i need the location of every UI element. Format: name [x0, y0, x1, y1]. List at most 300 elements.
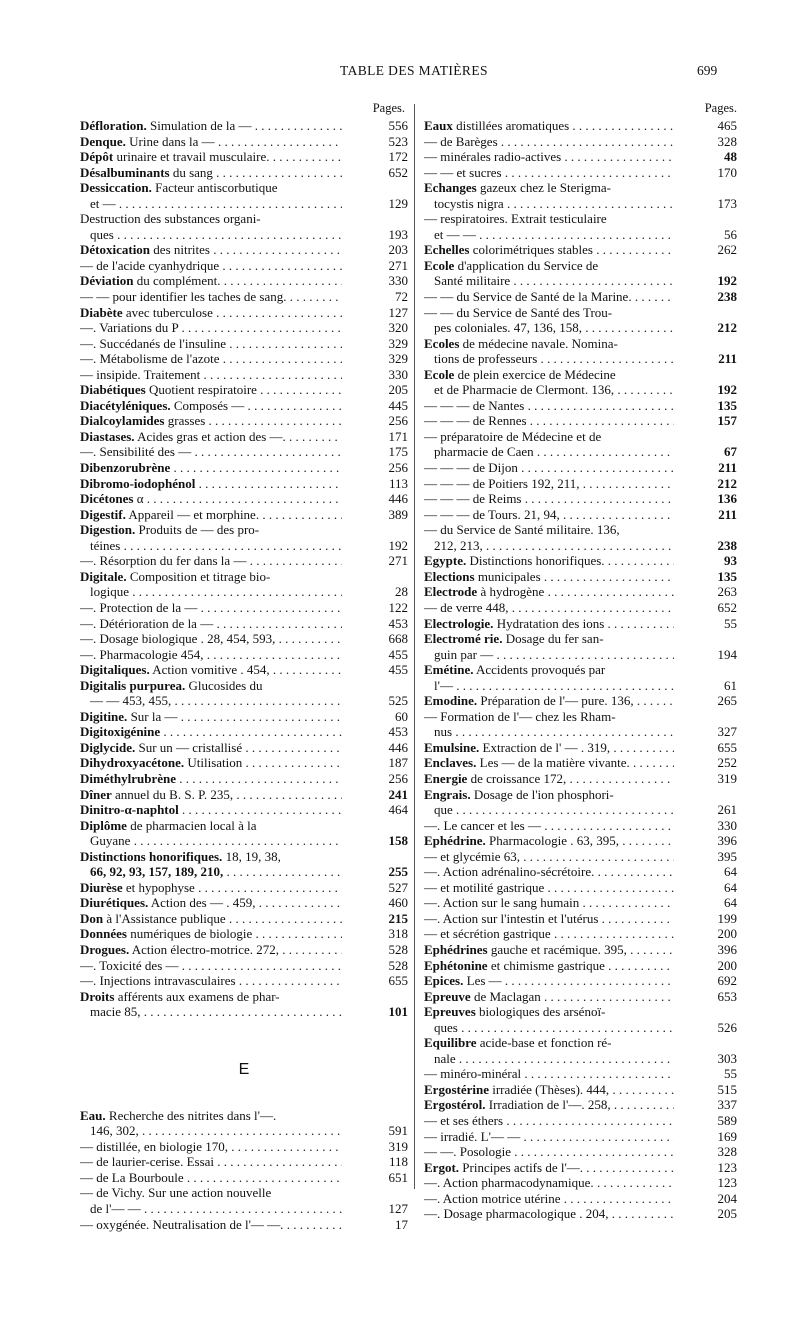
entry-text: [424, 802, 674, 818]
entry-text: [424, 351, 674, 367]
index-entry: [80, 398, 408, 414]
entry-heading: Equilibre: [424, 1035, 477, 1051]
entry-heading: Diacétyléniques.: [80, 397, 171, 413]
entry-heading: Diabétiques: [80, 382, 146, 398]
entry-page: 192: [385, 538, 409, 554]
entry-description: — — — de Nantes: [424, 397, 525, 413]
entry-heading: Drogues.: [80, 941, 130, 957]
entry-text: [424, 647, 674, 663]
index-entry: [424, 538, 737, 554]
entry-heading: Ergostérol.: [424, 1097, 486, 1113]
entry-page: 199: [714, 911, 738, 927]
entry-description: 212, 213,: [434, 537, 483, 553]
index-entry: [80, 258, 408, 274]
entry-text: [80, 367, 342, 383]
entry-heading: Dîner: [80, 786, 112, 802]
entry-description: — de verre 448,: [424, 599, 509, 615]
index-entry: [80, 833, 408, 849]
index-entry: [424, 336, 737, 352]
index-entry: [424, 631, 737, 647]
index-entry: [424, 134, 737, 150]
entry-text: [424, 1082, 674, 1098]
entry-text: [80, 833, 342, 849]
entry-text: [80, 522, 342, 538]
entry-heading: Epreuves: [424, 1004, 476, 1020]
entry-text: [424, 911, 674, 927]
index-entry: [424, 755, 737, 771]
entry-description: Composés — .: [170, 397, 251, 413]
entry-heading: Digestif.: [80, 506, 126, 522]
entry-description: avec tuberculose: [122, 304, 213, 320]
entry-text: [424, 942, 674, 958]
entry-text: [80, 709, 342, 725]
entry-text: [424, 740, 674, 756]
entry-description: Recherche des nitrites dans l'—.: [105, 1107, 277, 1123]
entry-page: 187: [385, 755, 409, 771]
entry-page: 238: [714, 289, 738, 305]
entry-page: 527: [385, 880, 409, 896]
entry-text: [80, 491, 342, 507]
entry-text: [424, 553, 674, 569]
index-entry: [424, 320, 737, 336]
index-entry: [80, 242, 408, 258]
entry-text: [424, 149, 674, 165]
entry-page: 692: [714, 973, 738, 989]
entries-d: [80, 118, 408, 1020]
entry-description: nale: [434, 1050, 456, 1066]
index-entry: [424, 398, 737, 414]
index-entry: [424, 305, 737, 321]
entry-text: [80, 320, 342, 336]
entry-text: [424, 1066, 674, 1082]
entry-text: [424, 1004, 674, 1020]
entry-description: Action des — . 459,: [148, 895, 256, 911]
entry-text: [80, 1108, 342, 1124]
entry-page: 455: [385, 647, 409, 663]
entry-text: [424, 336, 674, 352]
index-entry: [424, 507, 737, 523]
entry-text: [80, 429, 342, 445]
entry-description: — du Service de Santé militaire. 136,: [424, 522, 620, 538]
entry-description: — insipide. Traitement: [80, 366, 201, 382]
entry-text: [80, 802, 342, 818]
entry-text: [424, 662, 674, 678]
index-entry: [80, 569, 408, 585]
index-entry: [424, 149, 737, 165]
entry-description: et de Pharmacie de Clermont. 136,: [434, 382, 615, 398]
entry-text: [424, 724, 674, 740]
entry-text: [80, 507, 342, 523]
entry-description: pes coloniales. 47, 136, 158,: [434, 320, 583, 336]
entry-description: Sur la —: [127, 708, 178, 724]
index-entry: [80, 491, 408, 507]
entry-description: Hydratation des ions: [493, 615, 605, 631]
index-entry: [424, 165, 737, 181]
entry-text: [424, 926, 674, 942]
index-entry: [80, 522, 408, 538]
entry-page: 455: [385, 662, 409, 678]
entry-heading: Epices.: [424, 973, 464, 989]
entry-page: 205: [714, 1206, 738, 1222]
entry-text: [424, 600, 674, 616]
entry-page: 56: [720, 227, 737, 243]
index-entry: [80, 227, 408, 243]
entry-text: [424, 755, 674, 771]
entry-page: 653: [714, 989, 738, 1005]
entry-text: [80, 476, 342, 492]
entry-text: [424, 849, 674, 865]
entry-text: [424, 958, 674, 974]
entry-description: — de laurier-cerise. Essai: [80, 1154, 215, 1170]
entry-page: 319: [714, 771, 738, 787]
entry-description: 146, 302,: [90, 1123, 139, 1139]
index-entry: [424, 1020, 737, 1036]
index-entry: [424, 367, 737, 383]
entry-text: [424, 1051, 674, 1067]
index-entry: [80, 724, 408, 740]
entry-description: des nitrites: [150, 242, 210, 258]
entry-text: [424, 382, 674, 398]
entry-description: —. Pharmacologie 454,: [80, 646, 204, 662]
entry-heading: Elections: [424, 568, 475, 584]
entry-heading: Défloration.: [80, 118, 147, 133]
entry-description: Action vomitive . 454,: [149, 662, 270, 678]
entry-text: [80, 584, 342, 600]
entry-description: — — — de Dijon: [424, 460, 518, 476]
entry-heading: Dibromo-iodophénol: [80, 475, 196, 491]
entry-heading: Energie: [424, 770, 468, 786]
entry-text: [80, 787, 342, 803]
index-entry: [80, 289, 408, 305]
index-entry: [80, 895, 408, 911]
entry-page: 118: [385, 1154, 408, 1170]
entry-page: 204: [714, 1191, 738, 1207]
index-entry: [80, 305, 408, 321]
index-entry: [424, 926, 737, 942]
entry-heading: Digitale.: [80, 568, 127, 584]
entry-text: [80, 149, 342, 165]
entry-description: — et sécrétion gastrique: [424, 926, 551, 942]
entry-text: [80, 413, 342, 429]
index-entry: [80, 149, 408, 165]
index-entry: [424, 1097, 737, 1113]
entry-description: urinaire et travail musculaire.: [113, 149, 270, 165]
index-entry: [424, 1160, 737, 1176]
entry-heading: Diméthylrubrène: [80, 770, 177, 786]
entry-page: 262: [714, 242, 738, 258]
entry-text: [424, 973, 674, 989]
entry-heading: Diglycide.: [80, 739, 136, 755]
index-entry: [80, 1170, 408, 1186]
entry-description: — distillée, en biologie 170,: [80, 1138, 229, 1154]
index-entry: [80, 211, 408, 227]
index-entry: [424, 444, 737, 460]
entry-text: [80, 118, 342, 134]
index-entry: [80, 678, 408, 694]
entry-page: 72: [391, 289, 408, 305]
entry-description: —. Action pharmacodynamique.: [424, 1175, 594, 1191]
entry-text: [424, 631, 674, 647]
entry-description: irradiée (Thèses). 444,: [488, 1081, 610, 1097]
entry-heading: Eau.: [80, 1107, 106, 1123]
entry-page: 303: [714, 1051, 738, 1067]
entry-text: [80, 926, 342, 942]
entry-heading: Diplôme: [80, 817, 127, 833]
entry-page: 173: [714, 196, 738, 212]
entry-text: [80, 911, 342, 927]
index-entry: [80, 584, 408, 600]
entry-text: [80, 180, 342, 196]
entry-description: ques: [90, 226, 114, 242]
entry-page: 453: [385, 724, 409, 740]
index-entry: [80, 507, 408, 523]
index-entry: [424, 584, 737, 600]
entry-description: —. Action sur l'intestin et l'utérus: [424, 910, 599, 926]
entry-description: Guyane: [90, 833, 131, 849]
entry-heading: Dinitro-α-naphtol: [80, 802, 179, 818]
entry-description: et hypophyse: [122, 879, 195, 895]
index-entry: [424, 180, 737, 196]
entry-page: 170: [714, 165, 738, 181]
index-entry: [80, 973, 408, 989]
entry-page: 158: [385, 833, 409, 849]
entry-description: macie 85,: [90, 1004, 141, 1020]
entry-text: [424, 211, 674, 227]
entry-description: Dosage du fer san-: [502, 631, 604, 647]
entry-description: distillées aromatiques: [452, 118, 570, 133]
entry-description: Pharmacologie . 63, 395,: [485, 833, 619, 849]
index-entry: [80, 134, 408, 150]
entry-text: [424, 134, 674, 150]
running-title: TABLE DES MATIÈRES: [340, 63, 488, 78]
entry-description: — — — de Tours. 21, 94,: [424, 506, 560, 522]
entry-description: Distinctions honorifiques.: [466, 553, 605, 569]
index-entry: [80, 818, 408, 834]
entry-page: 113: [385, 476, 408, 492]
entry-description: —. Injections intravasculaires: [80, 973, 236, 989]
entry-text: [424, 1020, 674, 1036]
entry-text: [80, 740, 342, 756]
index-entry: [80, 849, 408, 865]
entry-text: [80, 336, 342, 352]
index-entry: [424, 382, 737, 398]
entry-page: 203: [385, 242, 409, 258]
entry-description: — et glycémie 63,: [424, 848, 521, 864]
entry-text: [80, 1201, 342, 1217]
index-entry: [80, 771, 408, 787]
entry-heading: Ephédrines: [424, 941, 488, 957]
entry-description: de Maclagan: [470, 988, 541, 1004]
entry-description: de croissance 172,: [467, 770, 567, 786]
entry-page: 330: [385, 367, 409, 383]
entry-page: 396: [714, 942, 738, 958]
entry-text: [80, 258, 342, 274]
entry-text: [424, 616, 674, 632]
pages-label: Pages.: [372, 101, 405, 115]
page-number: 699: [697, 63, 718, 78]
index-entry: [80, 538, 408, 554]
index-entry: [80, 1201, 408, 1217]
index-entry: [80, 273, 408, 289]
entry-description: — — — de Rennes: [424, 413, 527, 429]
entry-page: 330: [385, 273, 409, 289]
index-entry: [424, 864, 737, 880]
entry-description: Irradiation de l'—. 258,: [485, 1097, 611, 1113]
entry-description: guin par —: [434, 646, 494, 662]
entry-description: à hydrogène: [477, 584, 545, 600]
entry-description: Les —: [463, 973, 502, 989]
entry-page: 157: [714, 413, 738, 429]
entry-heading: Ecoles: [424, 335, 460, 351]
entry-description: biologiques des arsénoï-: [475, 1004, 606, 1020]
entry-description: Acides gras et action des —.: [134, 428, 286, 444]
index-entry: [80, 413, 408, 429]
entry-page: 193: [385, 227, 409, 243]
entry-description: gazeux chez le Sterigma-: [476, 180, 611, 196]
entries-e-start: [80, 1108, 408, 1232]
entry-heading: Electromé rie.: [424, 631, 503, 647]
index-entry: [424, 600, 737, 616]
entry-page: 101: [385, 1004, 409, 1020]
entry-description: — de La Bourboule: [80, 1169, 184, 1185]
entry-heading: Dihydroxyacétone.: [80, 755, 185, 771]
entry-heading: Don: [80, 910, 104, 926]
entry-heading: Digitoxigénine: [80, 724, 161, 740]
entries-e: [424, 118, 737, 1222]
entry-description: —. Détérioration de la —: [80, 615, 214, 631]
index-entry: [80, 460, 408, 476]
entry-heading: Emulsine.: [424, 739, 480, 755]
entry-page: 252: [714, 755, 738, 771]
index-entry: [424, 833, 737, 849]
entry-page: 48: [720, 149, 737, 165]
entry-text: [424, 305, 674, 321]
entry-page: 464: [385, 802, 409, 818]
entry-text: [80, 569, 342, 585]
entry-description: —. Métabolisme de l'azote: [80, 351, 220, 367]
entry-text: [424, 709, 674, 725]
entry-page: 172: [385, 149, 409, 165]
entry-text: [80, 895, 342, 911]
index-entry: [424, 491, 737, 507]
entry-description: Les — de la matière vivante.: [476, 755, 630, 771]
entry-page: 328: [714, 134, 738, 150]
index-entry: [80, 351, 408, 367]
index-entry: [424, 787, 737, 803]
entry-description: Appareil — et morphine.: [125, 506, 260, 522]
index-entry: [424, 989, 737, 1005]
index-entry: [424, 1004, 737, 1020]
entry-heading: Dessiccation.: [80, 180, 152, 196]
entry-description: —. Dosage pharmacologique . 204,: [424, 1206, 609, 1222]
index-entry: [80, 1185, 408, 1201]
entry-text: [424, 1035, 674, 1051]
entry-page: 55: [720, 616, 737, 632]
entry-description: — —. Posologie: [424, 1144, 512, 1160]
entry-page: 337: [714, 1097, 738, 1113]
index-entry: [80, 336, 408, 352]
entry-page: 446: [385, 740, 409, 756]
entry-description: que: [434, 802, 453, 818]
entry-description: nus: [434, 724, 453, 740]
entry-heading: Diabète: [80, 304, 123, 320]
index-entry: [80, 367, 408, 383]
entry-text: [424, 864, 674, 880]
entry-text: [80, 1154, 342, 1170]
entry-description: Quotient respiratoire .: [145, 382, 264, 398]
entry-heading: Ergot.: [424, 1159, 460, 1175]
entry-text: [424, 196, 674, 212]
entry-description: tions de professeurs: [434, 351, 538, 367]
entry-text: [424, 367, 674, 383]
entry-heading: Distinctions honorifiques.: [80, 848, 223, 864]
entry-heading: Egypte.: [424, 553, 467, 569]
entry-page: 171: [385, 429, 409, 445]
entry-text: [80, 196, 342, 212]
index-entry: [424, 740, 737, 756]
entry-description: pharmacie de Caen: [434, 444, 534, 460]
entry-description: — irradié. L'— —: [424, 1128, 521, 1144]
index-entry: [80, 118, 408, 134]
index-entry: [424, 1129, 737, 1145]
index-entry: [424, 693, 737, 709]
entry-heading: Ecole: [424, 257, 455, 273]
entry-page: 465: [714, 118, 738, 134]
entry-page: 256: [385, 460, 409, 476]
index-entry: [424, 662, 737, 678]
entry-text: [424, 476, 674, 492]
entry-text: [424, 320, 674, 336]
entry-description: — minéro-minéral: [424, 1066, 522, 1082]
entry-heading: Epreuve: [424, 988, 471, 1004]
entry-description: Principes actifs de l'—.: [459, 1159, 584, 1175]
entry-heading: Electrode: [424, 584, 478, 600]
entry-page: 64: [720, 895, 737, 911]
index-entry: [424, 460, 737, 476]
entry-heading: Echelles: [424, 242, 470, 258]
index-entry: [80, 755, 408, 771]
entry-page: 127: [385, 305, 409, 321]
entry-page: 200: [714, 926, 738, 942]
entry-page: 652: [714, 600, 738, 616]
entry-text: [424, 258, 674, 274]
entry-description: —. Résorption du fer dans la —: [80, 553, 247, 569]
index-entry: [80, 709, 408, 725]
entry-heading: Digitine.: [80, 708, 128, 724]
entry-description: —. Action sur le sang humain: [424, 895, 580, 911]
entry-page: 61: [720, 678, 737, 694]
index-entry: [424, 413, 737, 429]
entry-text: [424, 833, 674, 849]
entry-text: [80, 134, 342, 150]
entry-text: [424, 507, 674, 523]
index-entry: [80, 1108, 408, 1124]
entry-heading: Diurétiques.: [80, 895, 149, 911]
entry-text: [424, 429, 674, 445]
entry-page: 329: [385, 351, 409, 367]
entry-page: 589: [714, 1113, 738, 1129]
entry-heading: Dibenzorubrène: [80, 460, 171, 476]
index-entry: [80, 600, 408, 616]
entry-description: 18, 19, 38,: [222, 848, 281, 864]
entry-text: [80, 305, 342, 321]
entry-description: —. Toxicité des —: [80, 957, 179, 973]
entry-description: —. Le cancer et les —: [424, 817, 541, 833]
entry-description: —. Sensibilité des —: [80, 444, 192, 460]
entry-page: 525: [385, 693, 409, 709]
entry-text: [80, 616, 342, 632]
entry-description: Santé militaire: [434, 273, 511, 289]
